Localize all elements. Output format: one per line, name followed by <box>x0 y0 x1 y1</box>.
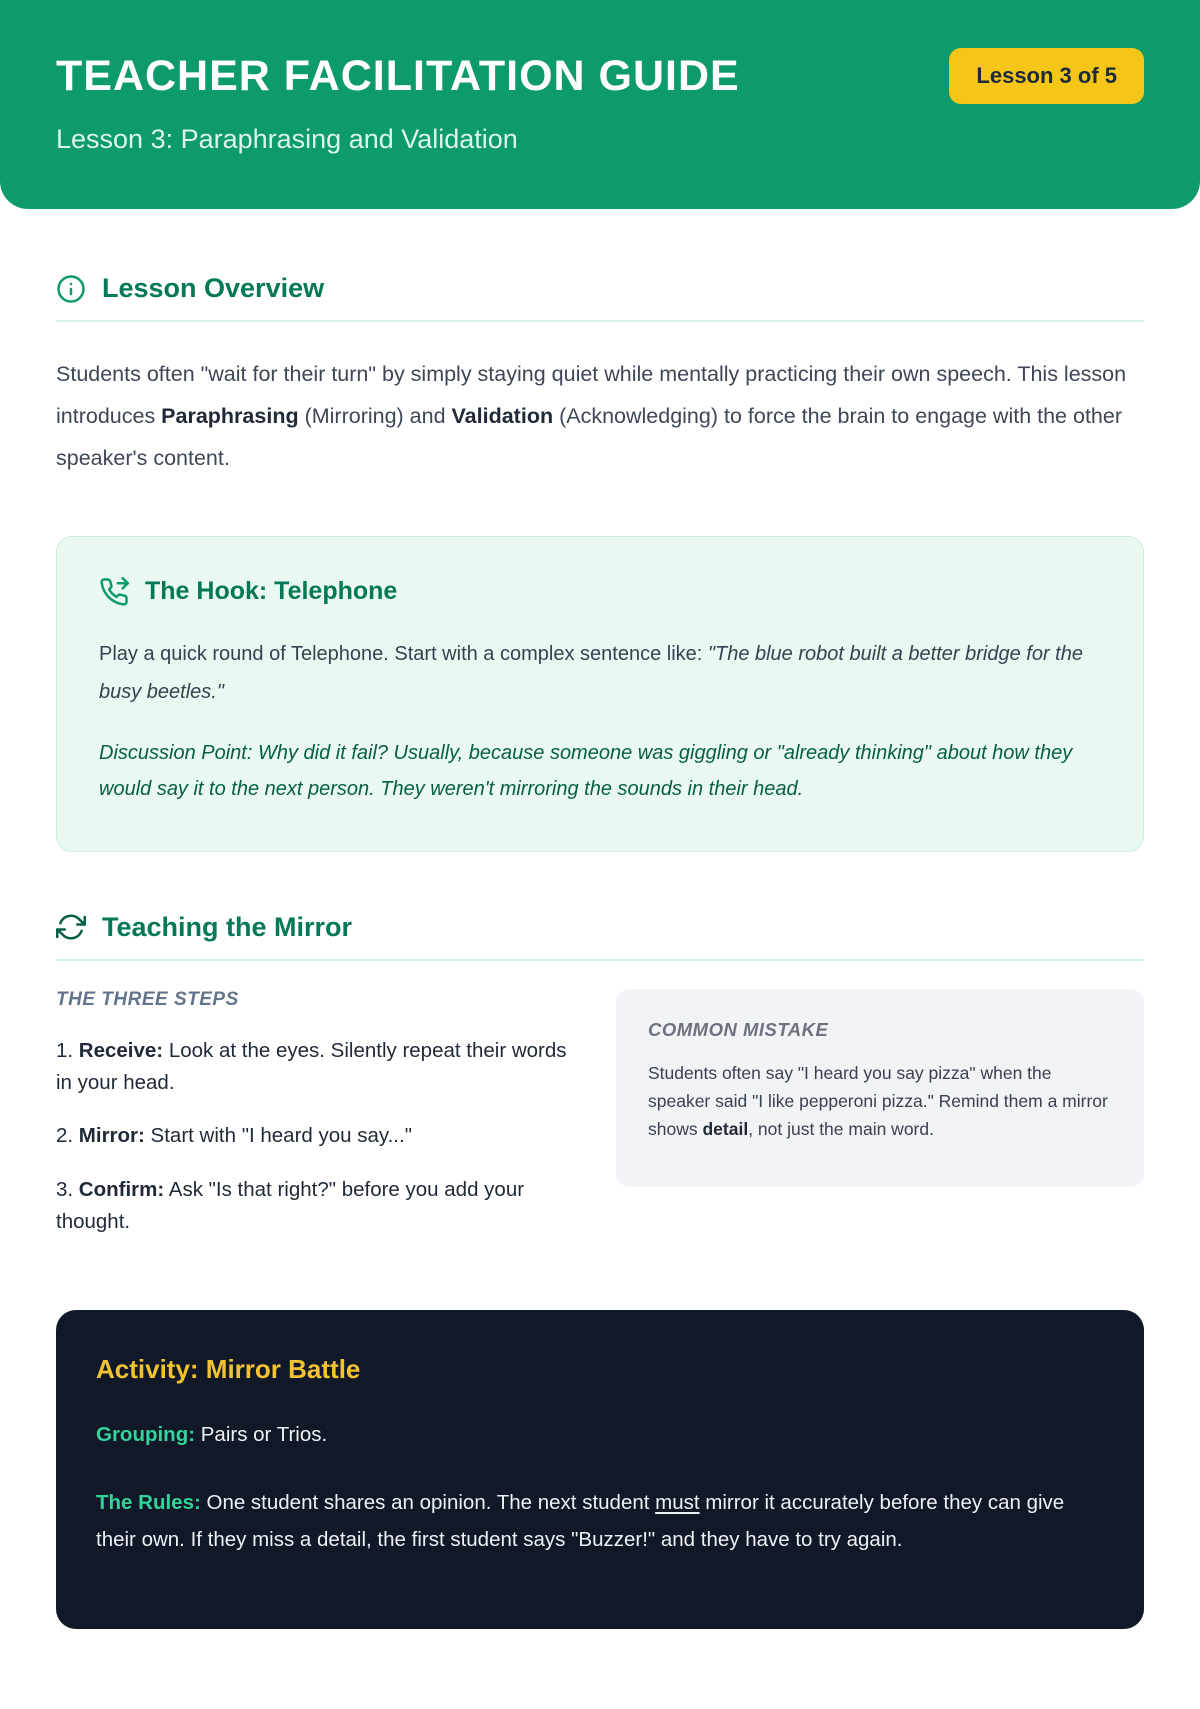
overview-text-2: (Mirroring) and <box>298 403 452 428</box>
refresh-icon <box>56 912 86 942</box>
step-keyword: Receive: <box>78 1038 164 1062</box>
mistake-text-2: , not just the main word. <box>748 1118 934 1139</box>
hook-discussion-point: Discussion Point: Why did it fail? Usually, because someone was giggling or "already thinking" about how they would say it to the next person. They weren't mirroring the sounds in their head. <box>99 741 1073 800</box>
activity-card <box>56 1310 1144 1630</box>
page-subtitle: Lesson 3: Paraphrasing and Validation <box>56 124 518 154</box>
step-keyword: Confirm: <box>78 1178 165 1202</box>
step-receive <box>56 1035 572 1099</box>
step-text: Start with "I heard you say..." <box>144 1124 412 1148</box>
overview-bold-validation: Validation <box>451 403 554 428</box>
three-steps-column <box>56 989 572 1260</box>
section-heading-row <box>56 912 1144 943</box>
rules-label: The Rules: <box>96 1491 201 1515</box>
page-title: TEACHER FACILITATION GUIDE <box>56 51 740 100</box>
overview-text-1: Students often "wait for their turn" by simply staying quiet while mentally practicing their own speech. This lesson introduces <box>56 362 1127 428</box>
common-mistake-label: COMMON MISTAKE <box>648 1018 829 1040</box>
common-mistake-text <box>648 1059 1112 1143</box>
hook-heading-row <box>99 577 1101 607</box>
section-divider <box>56 320 1144 322</box>
rules-underline-must: must <box>655 1491 700 1515</box>
header <box>0 0 1200 209</box>
section-teaching-mirror <box>56 912 1144 1260</box>
step-confirm <box>56 1174 572 1238</box>
steps-list <box>56 1035 572 1238</box>
step-number: 1. <box>56 1038 79 1062</box>
section-divider <box>56 959 1144 961</box>
header-top-row <box>56 48 1144 104</box>
three-steps-label: THE THREE STEPS <box>56 988 239 1010</box>
main-content <box>0 273 1200 1709</box>
overview-bold-paraphrasing: Paraphrasing <box>161 403 299 428</box>
lesson-progress-badge: Lesson 3 of 5 <box>949 48 1144 104</box>
phone-forwarded-icon <box>99 577 129 607</box>
step-text: Look at the eyes. Silently repeat their words in your head. <box>56 1038 567 1094</box>
section-title-overview: Lesson Overview <box>102 273 325 303</box>
overview-text-3: (Acknowledging) to force the brain to engage with the other speaker's content. <box>56 403 1122 470</box>
hook-title: The Hook: Telephone <box>145 577 398 606</box>
section-title-teaching: Teaching the Mirror <box>102 911 353 942</box>
hook-text-normal: Play a quick round of Telephone. Start with a complex sentence like: <box>99 642 708 665</box>
common-mistake-card <box>616 989 1144 1187</box>
rules-text-1: One student shares an opinion. The next student <box>200 1491 656 1515</box>
mistake-bold-detail: detail <box>702 1118 749 1139</box>
teaching-columns <box>56 989 1144 1260</box>
step-mirror <box>56 1120 572 1152</box>
info-icon <box>56 274 86 304</box>
step-number: 2. <box>56 1124 79 1148</box>
rules-text-2: mirror it accurately before they can give their own. If they miss a detail, the first student says "Buzzer!" and they have to try again. <box>96 1491 1065 1552</box>
activity-grouping-line <box>96 1417 1104 1454</box>
step-number: 3. <box>56 1178 79 1202</box>
grouping-label: Grouping: <box>96 1422 196 1446</box>
section-heading-row <box>56 273 1144 304</box>
activity-title: Activity: Mirror Battle <box>96 1353 361 1384</box>
mistake-text-1: Students often say "I heard you say pizza" when the speaker said "I like pepperoni pizza." Remind them a mirror shows <box>648 1062 1108 1139</box>
activity-rules-line <box>96 1485 1104 1559</box>
hook-instructions <box>99 635 1101 711</box>
section-lesson-overview <box>56 273 1144 480</box>
step-keyword: Mirror: <box>78 1124 145 1148</box>
hook-example-sentence: "The blue robot built a better bridge for the busy beetles." <box>99 642 1083 703</box>
hook-card <box>56 536 1144 852</box>
step-text: Ask "Is that right?" before you add your thought. <box>56 1178 525 1233</box>
overview-paragraph <box>56 354 1144 480</box>
grouping-text: Pairs or Trios. <box>195 1422 328 1446</box>
